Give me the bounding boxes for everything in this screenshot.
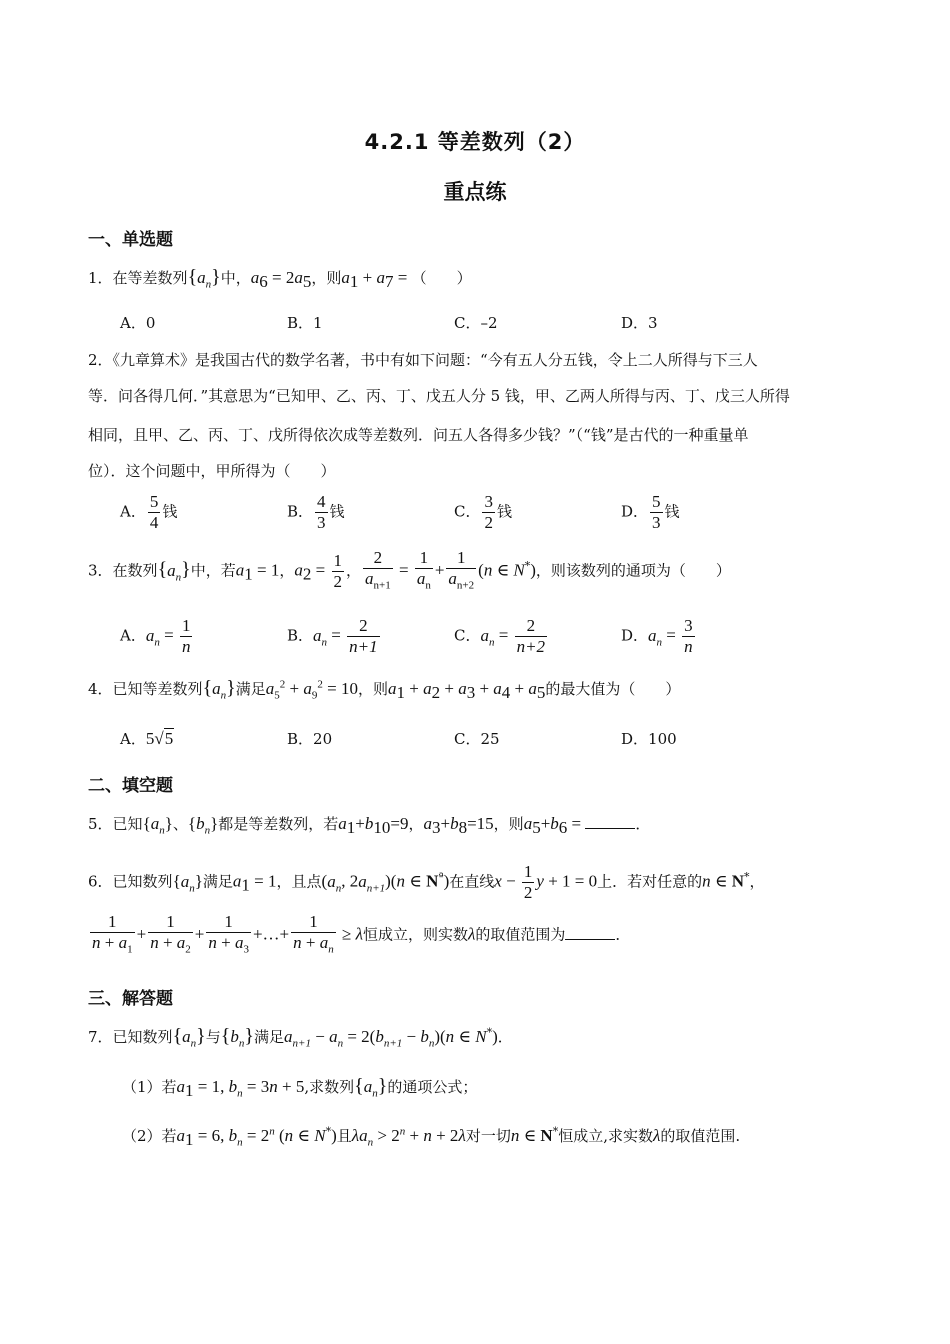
question-2-line-3: 相同，且甲、乙、丙、丁、戊所得依次成等差数列．问五人各得多少钱？”（“钱”是古代的一种重量单 bbox=[88, 426, 749, 444]
question-6-line-1: 6．已知数列$\{a_n\}$满足$a_1 = 1$，且点($a_n$, $2a_{n+1})(n$ ∈ $N^ª$)在直线x − $\frac{1}{2}$ y + 1 = 0上．若对任意的n ∈ N*， bbox=[88, 862, 765, 902]
q1-option-d: D．3 bbox=[621, 314, 658, 332]
question-7: 7．已知数列$\{a_n\}$与$\{b_n\}$满足$a_{n+1} - a_n = 2(b_{n+1} - b_n)(n$ ∈ N*)． bbox=[88, 1025, 513, 1050]
section-heading-solutions: 三、解答题 bbox=[88, 989, 173, 1009]
section-heading-single-choice: 一、单选题 bbox=[88, 230, 173, 250]
question-4: 4．已知等差数列$\{a_n\}$满足$a_5^2 + a_9^2 = 10$，则$a_1 + a_2 + a_3 + a_4 + a_5$的最大值为（ ） bbox=[88, 677, 681, 702]
question-number: 1． bbox=[88, 269, 113, 287]
q1-option-a: A．0 bbox=[120, 314, 156, 332]
q3-option-d: D．$a_n$ = $\frac{3}{n}$ bbox=[621, 616, 693, 656]
question-number: 7． bbox=[88, 1028, 113, 1046]
question-number: 6． bbox=[88, 872, 113, 891]
question-2-line-2: 等．问各得几何．”其意思为“已知甲、乙、丙、丁、戊五人分 5 钱，甲、乙两人所得与丙、丁、戊三人所得 bbox=[88, 387, 790, 405]
question-7-part-2: （2）若$a_1 = 6$, $b_n = 2^n$ (n ∈ N*)且$\lambda a_n > 2^n + n + 2\lambda$对一切n ∈ N*恒成立,求实数λ的取值范围. bbox=[122, 1125, 741, 1149]
page-subtitle: 重点练 bbox=[443, 180, 507, 204]
question-number: 4． bbox=[88, 680, 113, 698]
q4-option-b: B．20 bbox=[287, 730, 333, 748]
q1-option-b: B．1 bbox=[287, 314, 323, 332]
question-2-line-1: 2．《九章算术》是我国古代的数学名著，书中有如下问题：“今有五人分五钱，令上二人所得与下三人 bbox=[88, 351, 758, 369]
question-3: 3．在数列$\{a_n\}$中，若$a_1 = 1$，$a_2$ = $\frac{1}{2}$ ， $\frac{2}{a_{n+1}}$ = $\frac{1}{a_n}$ + $\frac{1}{a_{n+2}}$ (n ∈ N*)，则该数列的通项为（ ） bbox=[88, 548, 731, 592]
q2-option-c: C． $\frac{3}{2}$ 钱 bbox=[454, 492, 512, 532]
q2-option-d: D． $\frac{5}{3}$ 钱 bbox=[621, 492, 680, 532]
question-6-line-2: $\frac{1}{n + a_1}$ + $\frac{1}{n + a_2}$ + $\frac{1}{n + a_3}$ +…+ $\frac{1}{n + a_n}$ ≥ λ恒成立，则实数λ的取值范围为 ． bbox=[92, 912, 631, 956]
question-number: 2． bbox=[88, 351, 113, 369]
q4-option-a: A．5√5 bbox=[120, 729, 174, 748]
question-7-part-1: （1）若$a_1 = 1$, $b_n = 3n + 5$,求数列$\{a_n\}$的通项公式； bbox=[122, 1075, 478, 1100]
page-title: 4.2.1 等差数列（2） bbox=[364, 130, 586, 154]
q4-option-d: D．100 bbox=[621, 730, 677, 748]
question-number: 3． bbox=[88, 561, 113, 580]
q2-option-b: B． $\frac{4}{3}$ 钱 bbox=[287, 492, 345, 532]
q4-option-c: C．25 bbox=[454, 730, 500, 748]
section-heading-fill-in: 二、填空题 bbox=[88, 776, 173, 796]
question-5: 5．已知$\{a_n\}$、$\{b_n\}$都是等差数列，若$a_1+b_{10}=9$，$a_3+b_8=15$，则$a_5+b_6$ = ． bbox=[88, 814, 651, 837]
q3-option-a: A．$a_n$ = $\frac{1}{n}$ bbox=[120, 616, 191, 656]
question-number: 5． bbox=[88, 815, 113, 833]
q3-option-c: C．$a_n$ = $\frac{2}{n+2}$ bbox=[454, 616, 546, 656]
q3-option-b: B．$a_n$ = $\frac{2}{n+1}$ bbox=[287, 616, 378, 656]
question-1: 1．在等差数列$\{a_n\}$中，$a_6 = 2a_5$，则$a_1 + a_7$ = （ ） bbox=[88, 266, 472, 291]
question-2-line-4: 位）．这个问题中，甲所得为（ ） bbox=[88, 462, 336, 480]
q2-option-a: A． $\frac{5}{4}$ 钱 bbox=[120, 492, 178, 532]
q1-option-c: C．–2 bbox=[454, 314, 498, 332]
